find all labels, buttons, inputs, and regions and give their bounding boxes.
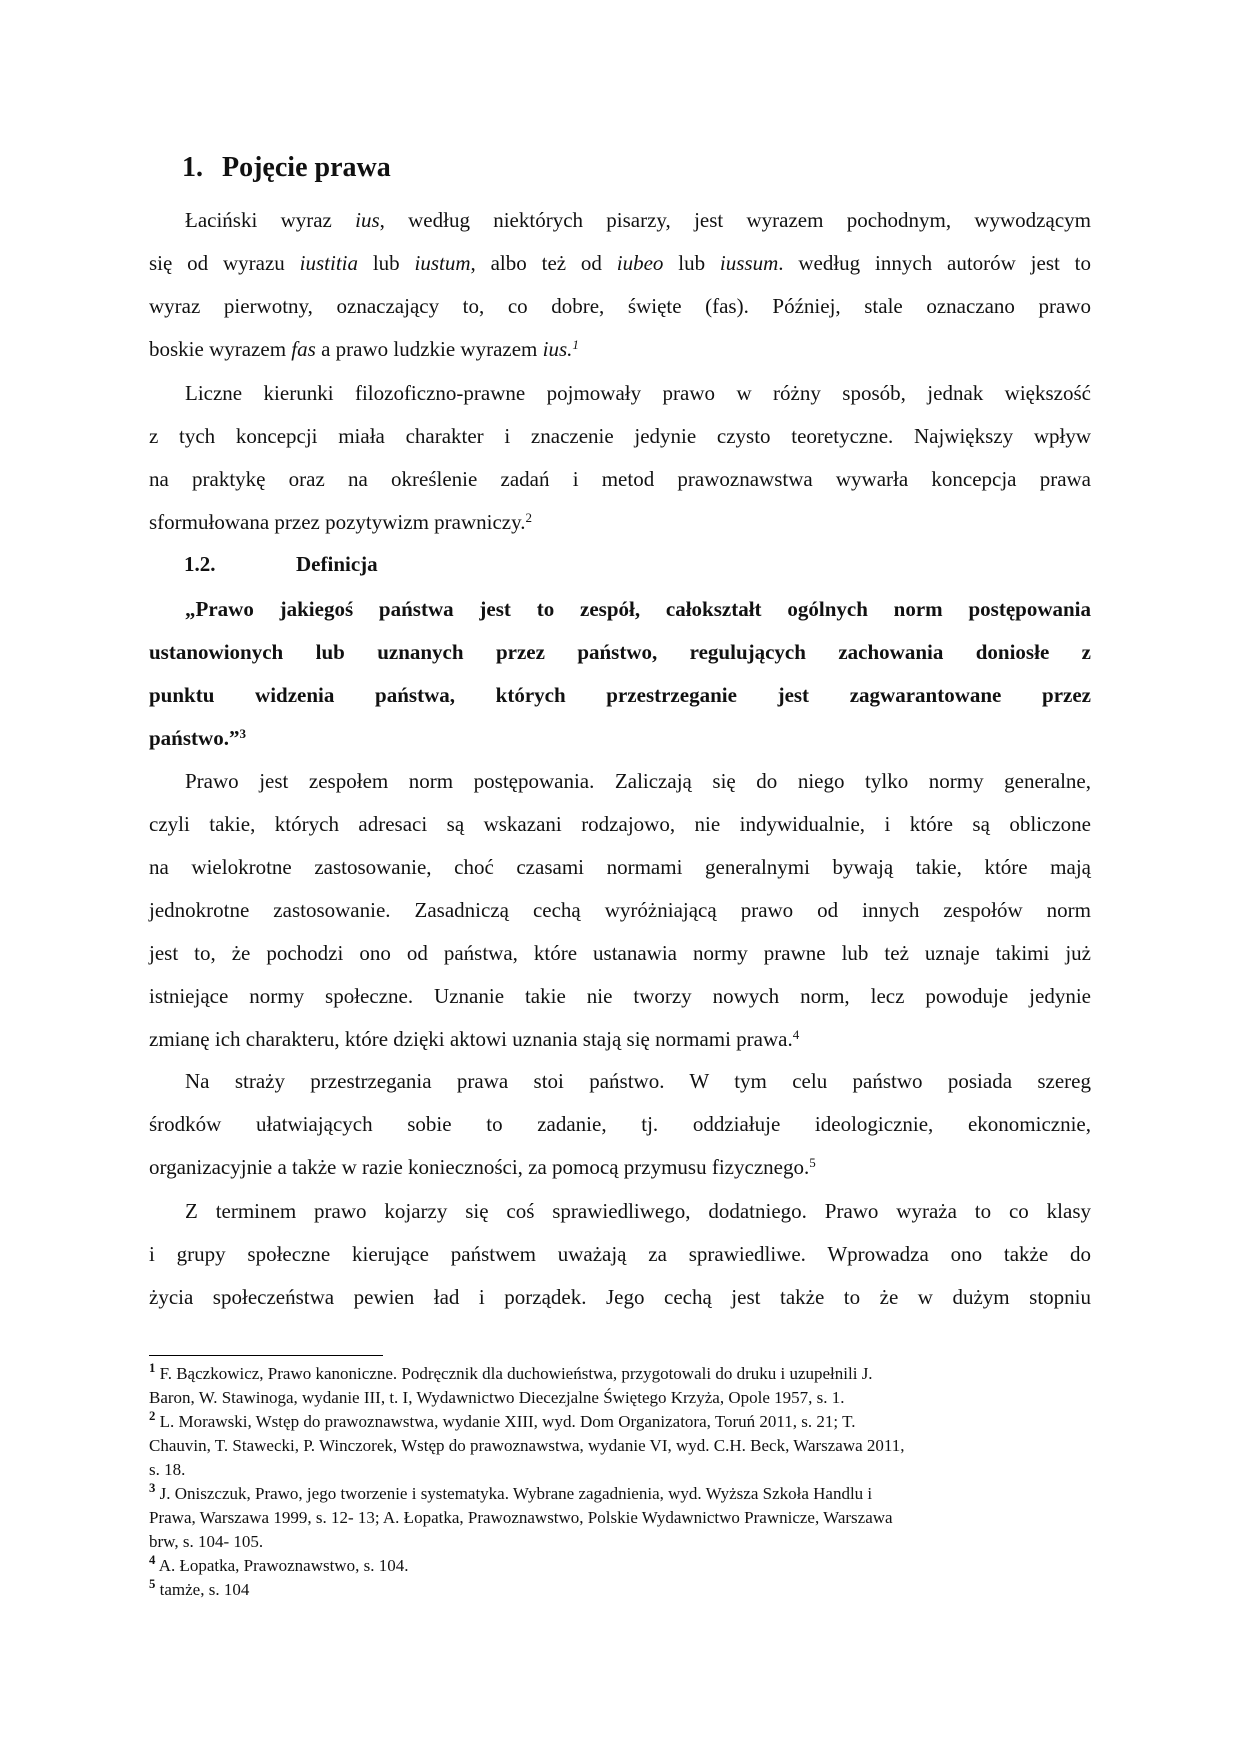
text-segment: iustitia [299,251,358,275]
text-line [149,285,1091,328]
footnote-text: Baron, W. Stawinoga, wydanie III, t. I, Wydawnictwo Diecezjalne Świętego Krzyża, Opole 1957, s. 1. [149,1388,845,1407]
text-segment: Z terminem prawo kojarzy się coś sprawiedliwego, dodatniego. Prawo wyraża to co klasy [185,1199,1091,1223]
text-line [149,674,1091,717]
footnote-number: 4 [149,1553,156,1567]
text-segment: , według niektórych pisarzy, jest wyrazem pochodnym, wywodzącym [379,208,1091,232]
text-segment: iubeo [616,251,664,275]
text-line [149,760,1091,803]
text-line [149,1060,1091,1103]
text-line [149,372,1091,415]
text-line [149,588,1091,631]
footnote-reference[interactable]: 5 [809,1154,816,1170]
paragraph-justice [149,1190,1091,1319]
text-segment: iussum [719,251,779,275]
text-segment: jednokrotne zastosowanie. Zasadniczą cechą wyróżniającą prawo od innych zespołów norm [149,898,1091,922]
text-segment: organizacyjnie a także w razie konieczności, za pomocą przymusu fizycznego. [149,1155,810,1179]
text-line [149,1233,1091,1276]
section-number: 1. [182,152,203,183]
footnote-number: 5 [149,1577,156,1591]
text-segment: ius [355,208,380,232]
text-segment: sformułowana przez pozytywizm prawniczy. [149,510,526,534]
text-segment: iustum [414,251,471,275]
footnote-line [149,1458,1109,1482]
text-line [149,199,1091,242]
footnote-text: J. Oniszczuk, Prawo, jego tworzenie i systematyka. Wybrane zagadnienia, wyd. Wyższa Szkoła Handlu i [159,1484,873,1503]
footnote-text: F. Bączkowicz, Prawo kanoniczne. Podręcznik dla duchowieństwa, przygotowali do druku i uzupełnili J. [159,1364,873,1383]
footnote-reference[interactable]: 2 [525,509,533,525]
paragraph-norms [149,760,1091,1061]
text-line [149,458,1091,501]
paragraph-philosophical-trends [149,372,1091,544]
text-line [149,501,1091,544]
text-segment: „Prawo jakiegoś państwa jest to zespół, całokształt ogólnych norm postępowania [185,597,1091,621]
text-segment: na wielokrotne zastosowanie, choć czasami normami generalnymi bywają takie, które mają [149,855,1091,879]
text-segment: środków ułatwiających sobie to zadanie, tj. oddziałuje ideologicznie, ekonomicznie, [149,1112,1091,1136]
text-line [149,415,1091,458]
text-segment: państwo.” [149,726,240,750]
footnote-line [149,1362,1109,1386]
text-segment: Na straży przestrzegania prawa stoi państwo. W tym celu państwo posiada szereg [185,1069,1091,1093]
footnote-line [149,1410,1109,1434]
text-segment: ustanowionych lub uznanych przez państwo, regulujących zachowania doniosłe z [149,640,1091,664]
text-segment: , albo też od [470,251,617,275]
text-line [149,1018,1091,1061]
text-segment: się od wyrazu [149,251,300,275]
footnote-text: Prawa, Warszawa 1999, s. 12- 13; A. Łopatka, Prawoznawstwo, Polskie Wydawnictwo Prawnicze, Warszawa [149,1508,893,1527]
text-line [149,717,1091,760]
subsection-heading [184,543,378,586]
text-segment: wyraz pierwotny, oznaczający to, co dobre, święte (fas). Później, stale oznaczano prawo [149,294,1091,318]
text-line [149,242,1091,285]
footnote-number: 3 [149,1481,156,1495]
text-segment: ius. [542,337,573,361]
text-segment: życia społeczeństwa pewien ład i porządek. Jego cechą jest także to że w dużym stopniu [149,1285,1091,1309]
footnote-text: A. Łopatka, Prawoznawstwo, s. 104. [158,1556,409,1575]
footnote-line [149,1386,1109,1410]
footnote-line [149,1482,1109,1506]
footnote-text: brw, s. 104- 105. [149,1532,264,1551]
section-title: Pojęcie prawa [222,152,391,183]
footnote-line [149,1530,1109,1554]
text-line [149,889,1091,932]
definition-quote [149,588,1091,760]
text-segment: lub [663,251,720,275]
text-line [149,631,1091,674]
footnote-reference[interactable]: 3 [239,725,246,741]
text-line [149,1146,1091,1189]
text-segment: jest to, że pochodzi ono od państwa, które ustanawia normy prawne lub też uznaje takimi już [149,941,1091,965]
footnote-text: tamże, s. 104 [159,1580,250,1599]
footnote-line [149,1506,1109,1530]
paragraph-state-guard [149,1060,1091,1189]
text-segment: czyli takie, których adresaci są wskazani rodzajowo, nie indywidualnie, i które są obliczone [149,812,1091,836]
text-segment: fas [291,337,316,361]
footnote-number: 1 [149,1361,156,1375]
text-segment: a prawo ludzkie wyrazem [315,337,543,361]
text-line [149,328,1091,371]
text-line [149,846,1091,889]
text-segment: istniejące normy społeczne. Uznanie takie nie tworzy nowych norm, lecz powoduje jedynie [149,984,1091,1008]
footnote-reference[interactable]: 1 [572,336,579,352]
text-segment: z tych koncepcji miała charakter i znaczenie jedynie czysto teoretyczne. Największy wpływ [149,424,1091,448]
text-line [149,1276,1091,1319]
footnote-separator [149,1355,383,1356]
footnote-text: L. Morawski, Wstęp do prawoznawstwa, wydanie XIII, wyd. Dom Organizatora, Toruń 2011, s. 21; T. [159,1412,856,1431]
text-segment: Prawo jest zespołem norm postępowania. Zaliczają się do niego tylko normy generalne, [185,769,1091,793]
section-heading [182,150,391,186]
footnote-line [149,1554,1109,1578]
footnote-number: 2 [149,1409,156,1423]
text-line [149,803,1091,846]
subsection-title: Definicja [296,552,378,576]
text-line [149,932,1091,975]
subsection-number: 1.2. [184,552,216,576]
footnote-reference[interactable]: 4 [792,1026,800,1042]
text-segment: Liczne kierunki filozoficzno-prawne pojmowały prawo w różny sposób, jednak większość [185,381,1091,405]
text-segment: lub [358,251,415,275]
text-line [149,975,1091,1018]
footnote-text: s. 18. [149,1460,186,1479]
footnote-text: Chauvin, T. Stawecki, P. Winczorek, Wstęp do prawoznawstwa, wydanie VI, wyd. C.H. Beck, Warszawa 2011, [149,1436,905,1455]
text-segment: . według innych autorów jest to [778,251,1091,275]
paragraph-ius-origin [149,199,1091,371]
text-segment: na praktykę oraz na określenie zadań i metod prawoznawstwa wywarła koncepcja prawa [149,467,1091,491]
text-segment: i grupy społeczne kierujące państwem uważają za sprawiedliwe. Wprowadza ono także do [149,1242,1091,1266]
text-line [149,1190,1091,1233]
text-segment: punktu widzenia państwa, których przestrzeganie jest zagwarantowane przez [149,683,1091,707]
footnote-line [149,1578,1109,1602]
text-segment: boskie wyrazem [149,337,292,361]
text-line [149,1103,1091,1146]
footnote-line [149,1434,1109,1458]
footnotes [149,1362,1109,1602]
text-segment: zmianę ich charakteru, które dzięki aktowi uznania stają się normami prawa. [149,1027,793,1051]
text-segment: Łaciński wyraz [185,208,356,232]
